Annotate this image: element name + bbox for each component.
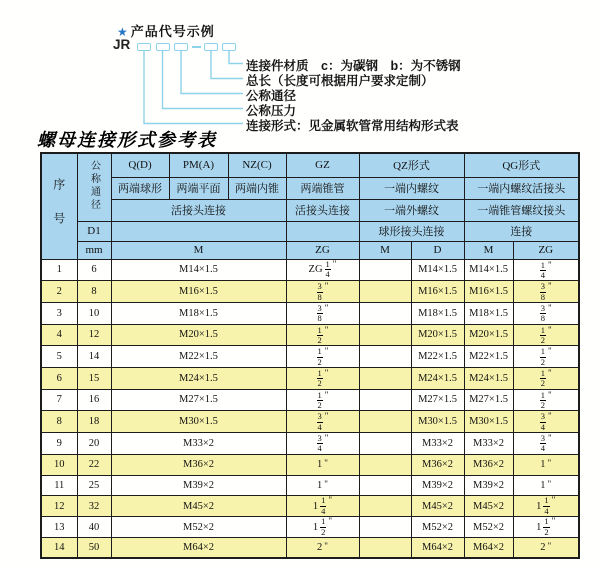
qz-m-cell bbox=[359, 302, 411, 324]
table-row bbox=[41, 259, 579, 281]
table-row bbox=[41, 389, 579, 411]
header-row-5 bbox=[41, 241, 579, 259]
m-cell: M30×1.5 bbox=[111, 411, 286, 433]
qg-zg-cell: 1 " bbox=[513, 475, 579, 496]
qz-d-cell: M14×1.5 bbox=[411, 259, 464, 281]
m-cell: M33×2 bbox=[111, 433, 286, 455]
seq-cell: 14 bbox=[41, 538, 77, 559]
table-row bbox=[41, 454, 579, 475]
qg-zg-cell: $\frac{3}{4}$ " bbox=[513, 433, 579, 455]
qg-m-cell: M20×1.5 bbox=[464, 324, 513, 346]
gz-cell: 1 " bbox=[286, 454, 359, 475]
header-seq-label: 序号 bbox=[51, 177, 66, 246]
table-row bbox=[41, 324, 579, 346]
qg-zg-cell: $\frac{1}{2}$ " bbox=[513, 389, 579, 411]
qz-d-cell: M27×1.5 bbox=[411, 389, 464, 411]
header-nz-c-sub: 两端内锥 bbox=[228, 177, 286, 199]
product-code-title-text: 产品代号示例 bbox=[130, 24, 215, 39]
qz-m-cell bbox=[359, 324, 411, 346]
table-title: 螺母连接形式参考表 bbox=[37, 130, 217, 150]
m-cell: M39×2 bbox=[111, 475, 286, 496]
label-nominal-pressure: 公称压力 bbox=[246, 104, 297, 118]
dn-cell: 16 bbox=[77, 389, 111, 411]
qg-m-cell: M64×2 bbox=[464, 538, 513, 559]
header-qg-sub: 一端内螺纹活接头 bbox=[464, 177, 579, 199]
dn-cell: 20 bbox=[77, 433, 111, 455]
table-row bbox=[41, 475, 579, 496]
seq-cell: 7 bbox=[41, 389, 77, 411]
qz-m-cell bbox=[359, 411, 411, 433]
header-zg: ZG bbox=[286, 241, 359, 259]
qz-d-cell: M45×2 bbox=[411, 496, 464, 517]
header-gz-sub: 两端锥管 bbox=[286, 177, 359, 199]
seq-cell: 13 bbox=[41, 517, 77, 538]
gz-cell: $\frac{1}{2}$ " bbox=[286, 324, 359, 346]
qz-m-cell bbox=[359, 389, 411, 411]
gz-cell: $\frac{3}{8}$ " bbox=[286, 302, 359, 324]
header-seq bbox=[41, 153, 77, 259]
seq-cell: 5 bbox=[41, 346, 77, 368]
qz-m-cell bbox=[359, 454, 411, 475]
qg-zg-cell: $\frac{1}{2}$ " bbox=[513, 324, 579, 346]
qz-d-cell: M16×1.5 bbox=[411, 281, 464, 303]
gz-cell: 2 " bbox=[286, 538, 359, 559]
dn-cell: 6 bbox=[77, 259, 111, 281]
table-row bbox=[41, 538, 579, 559]
code-segment-box-1 bbox=[137, 43, 151, 51]
qg-m-cell: M33×2 bbox=[464, 433, 513, 455]
qz-d-cell: M24×1.5 bbox=[411, 367, 464, 389]
qz-d-cell: M18×1.5 bbox=[411, 302, 464, 324]
label-connector-material: 连接件材质 c：为碳钢 b：为不锈钢 bbox=[246, 59, 461, 73]
dn-cell: 32 bbox=[77, 496, 111, 517]
qz-d-cell: M39×2 bbox=[411, 475, 464, 496]
gz-cell: 1 $\frac{1}{4}$ " bbox=[286, 496, 359, 517]
qz-d-cell: M36×2 bbox=[411, 454, 464, 475]
header-empty-gz bbox=[286, 221, 359, 241]
m-cell: M20×1.5 bbox=[111, 324, 286, 346]
qz-m-cell bbox=[359, 367, 411, 389]
label-total-length: 总长（长度可根据用户要求定制） bbox=[246, 74, 434, 88]
gz-cell: $\frac{1}{2}$ " bbox=[286, 346, 359, 368]
qg-m-cell: M14×1.5 bbox=[464, 259, 513, 281]
header-q-d-sub: 两端球形 bbox=[111, 177, 169, 199]
qg-zg-cell: $\frac{3}{4}$ " bbox=[513, 411, 579, 433]
gz-cell: $\frac{3}{8}$ " bbox=[286, 281, 359, 303]
qz-d-cell: M52×2 bbox=[411, 517, 464, 538]
header-qz-m: M bbox=[359, 241, 411, 259]
header-pm-a: PM(A) bbox=[169, 153, 228, 177]
gz-cell: $\frac{1}{2}$ " bbox=[286, 367, 359, 389]
qg-m-cell: M18×1.5 bbox=[464, 302, 513, 324]
gz-cell: $\frac{1}{2}$ " bbox=[286, 389, 359, 411]
header-qz-sub: 一端内螺纹 bbox=[359, 177, 464, 199]
header-qz-external-thread: 一端外螺纹 bbox=[359, 199, 464, 221]
qg-zg-cell: 1 $\frac{1}{4}$ " bbox=[513, 496, 579, 517]
dn-cell: 22 bbox=[77, 454, 111, 475]
header-mm: mm bbox=[77, 241, 111, 259]
code-segment-box-3 bbox=[174, 43, 188, 51]
header-gz: GZ bbox=[286, 153, 359, 177]
qz-m-cell bbox=[359, 259, 411, 281]
qg-m-cell: M30×1.5 bbox=[464, 411, 513, 433]
header-qg: QG形式 bbox=[464, 153, 579, 177]
seq-cell: 1 bbox=[41, 259, 77, 281]
header-row-4 bbox=[41, 221, 579, 241]
qg-m-cell: M16×1.5 bbox=[464, 281, 513, 303]
label-nominal-diameter: 公称通径 bbox=[246, 89, 297, 103]
header-qg-connection: 连接 bbox=[464, 221, 579, 241]
seq-cell: 12 bbox=[41, 496, 77, 517]
header-nz-c: NZ(C) bbox=[228, 153, 286, 177]
m-cell: M18×1.5 bbox=[111, 302, 286, 324]
gz-cell: ZG $\frac{1}{4}$ " bbox=[286, 259, 359, 281]
label-connection-form: 连接形式：见金属软管常用结构形式表 bbox=[246, 119, 459, 133]
dn-cell: 50 bbox=[77, 538, 111, 559]
header-union-connection: 活接头连接 bbox=[111, 199, 286, 221]
dn-cell: 14 bbox=[77, 346, 111, 368]
gz-cell: $\frac{3}{4}$ " bbox=[286, 433, 359, 455]
qz-m-cell bbox=[359, 517, 411, 538]
table-row bbox=[41, 496, 579, 517]
qg-zg-cell: $\frac{3}{8}$ " bbox=[513, 302, 579, 324]
seq-cell: 11 bbox=[41, 475, 77, 496]
seq-cell: 6 bbox=[41, 367, 77, 389]
header-dn-label: 公称通径 bbox=[88, 159, 100, 212]
dn-cell: 8 bbox=[77, 281, 111, 303]
header-qg-zg: ZG bbox=[513, 241, 579, 259]
header-row-1 bbox=[41, 153, 579, 177]
header-row-2 bbox=[41, 177, 579, 199]
qz-m-cell bbox=[359, 281, 411, 303]
gz-cell: 1 " bbox=[286, 475, 359, 496]
table-row bbox=[41, 433, 579, 455]
code-segment-box-5 bbox=[222, 43, 236, 51]
code-dash bbox=[192, 46, 201, 48]
header-qg-taper-thread-joint: 一端锥管螺纹接头 bbox=[464, 199, 579, 221]
qz-m-cell bbox=[359, 433, 411, 455]
seq-cell: 9 bbox=[41, 433, 77, 455]
code-segment-box-4 bbox=[204, 43, 218, 51]
nut-connection-table bbox=[40, 152, 580, 559]
header-qz-d: D bbox=[411, 241, 464, 259]
dn-cell: 25 bbox=[77, 475, 111, 496]
seq-cell: 8 bbox=[41, 411, 77, 433]
dn-cell: 12 bbox=[77, 324, 111, 346]
table-row bbox=[41, 302, 579, 324]
qz-m-cell bbox=[359, 496, 411, 517]
qg-zg-cell: $\frac{3}{8}$ " bbox=[513, 281, 579, 303]
product-code-prefix: JR bbox=[113, 37, 131, 52]
qg-zg-cell: $\frac{1}{2}$ " bbox=[513, 367, 579, 389]
qg-m-cell: M45×2 bbox=[464, 496, 513, 517]
qg-m-cell: M39×2 bbox=[464, 475, 513, 496]
header-gz-union-connection: 活接头连接 bbox=[286, 199, 359, 221]
dn-cell: 18 bbox=[77, 411, 111, 433]
qz-m-cell bbox=[359, 346, 411, 368]
header-m: M bbox=[111, 241, 286, 259]
qg-m-cell: M27×1.5 bbox=[464, 389, 513, 411]
header-row-3 bbox=[41, 199, 579, 221]
header-qz: QZ形式 bbox=[359, 153, 464, 177]
qg-zg-cell: 2 " bbox=[513, 538, 579, 559]
qz-d-cell: M30×1.5 bbox=[411, 411, 464, 433]
qg-zg-cell: $\frac{1}{2}$ " bbox=[513, 346, 579, 368]
seq-cell: 2 bbox=[41, 281, 77, 303]
table-row bbox=[41, 346, 579, 368]
qz-d-cell: M33×2 bbox=[411, 433, 464, 455]
qz-d-cell: M20×1.5 bbox=[411, 324, 464, 346]
qz-d-cell: M64×2 bbox=[411, 538, 464, 559]
header-empty-qpn bbox=[111, 221, 286, 241]
seq-cell: 10 bbox=[41, 454, 77, 475]
table-row bbox=[41, 281, 579, 303]
qz-m-cell bbox=[359, 538, 411, 559]
m-cell: M22×1.5 bbox=[111, 346, 286, 368]
header-d1: D1 bbox=[77, 221, 111, 241]
qg-zg-cell: 1 $\frac{1}{2}$ " bbox=[513, 517, 579, 538]
qg-zg-cell: $\frac{1}{4}$ " bbox=[513, 259, 579, 281]
m-cell: M45×2 bbox=[111, 496, 286, 517]
table-body bbox=[41, 259, 579, 558]
qg-m-cell: M24×1.5 bbox=[464, 367, 513, 389]
table-row bbox=[41, 411, 579, 433]
header-qz-ball-joint: 球形接头连接 bbox=[359, 221, 464, 241]
table-row bbox=[41, 367, 579, 389]
qz-m-cell bbox=[359, 475, 411, 496]
code-segment-box-2 bbox=[156, 43, 170, 51]
qg-m-cell: M36×2 bbox=[464, 454, 513, 475]
header-pm-a-sub: 两端平面 bbox=[169, 177, 228, 199]
m-cell: M16×1.5 bbox=[111, 281, 286, 303]
dn-cell: 10 bbox=[77, 302, 111, 324]
table-row bbox=[41, 517, 579, 538]
gz-cell: 1 $\frac{1}{2}$ " bbox=[286, 517, 359, 538]
m-cell: M64×2 bbox=[111, 538, 286, 559]
qg-m-cell: M22×1.5 bbox=[464, 346, 513, 368]
gz-cell: $\frac{3}{4}$ " bbox=[286, 411, 359, 433]
m-cell: M36×2 bbox=[111, 454, 286, 475]
star-icon: ★ bbox=[117, 25, 129, 39]
seq-cell: 4 bbox=[41, 324, 77, 346]
dn-cell: 40 bbox=[77, 517, 111, 538]
m-cell: M27×1.5 bbox=[111, 389, 286, 411]
m-cell: M52×2 bbox=[111, 517, 286, 538]
dn-cell: 15 bbox=[77, 367, 111, 389]
qg-zg-cell: 1 " bbox=[513, 454, 579, 475]
qz-d-cell: M22×1.5 bbox=[411, 346, 464, 368]
header-qg-m: M bbox=[464, 241, 513, 259]
header-q-d: Q(D) bbox=[111, 153, 169, 177]
m-cell: M14×1.5 bbox=[111, 259, 286, 281]
m-cell: M24×1.5 bbox=[111, 367, 286, 389]
seq-cell: 3 bbox=[41, 302, 77, 324]
header-dn bbox=[77, 153, 111, 221]
qg-m-cell: M52×2 bbox=[464, 517, 513, 538]
